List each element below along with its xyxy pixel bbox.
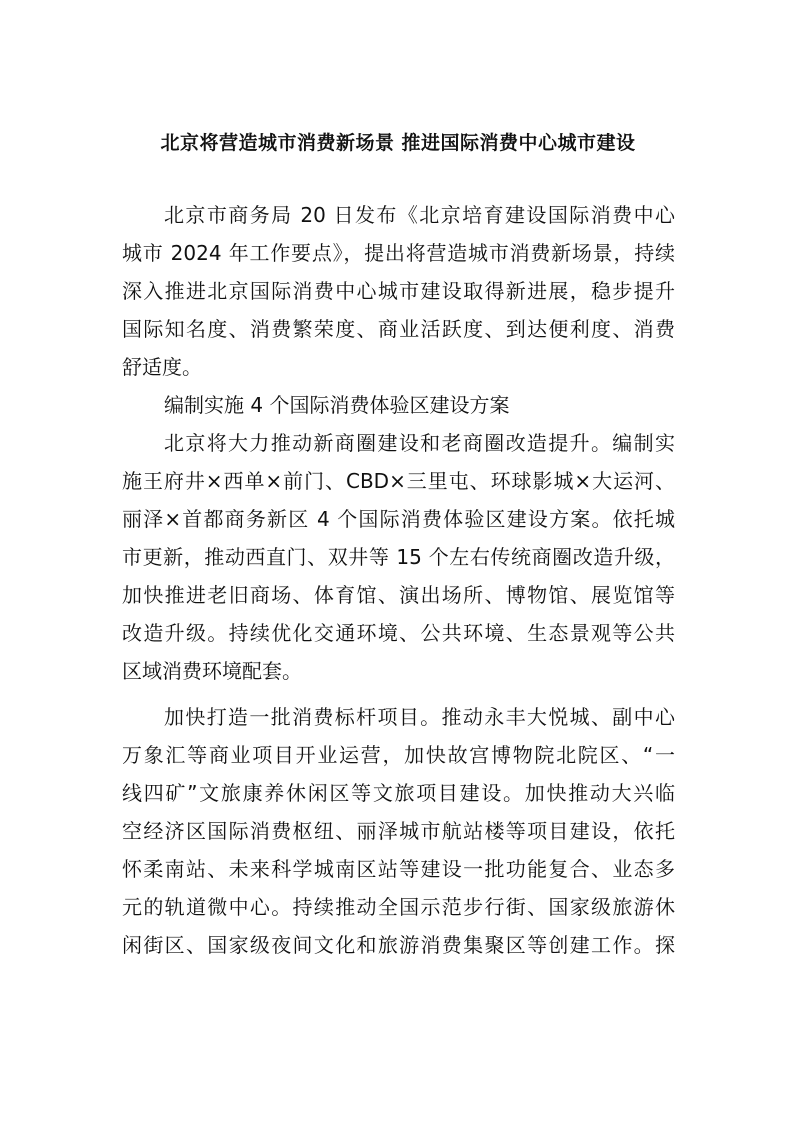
article-body xyxy=(122,196,675,964)
text-line: 线四矿”文旅康养休闲区等文旅项目建设。加快推动大兴临 xyxy=(122,781,675,805)
article-title: 北京将营造城市消费新场景 推进国际消费中心城市建设 xyxy=(160,132,636,154)
text-line: 国际知名度、消费繁荣度、商业活跃度、到达便利度、消费 xyxy=(122,317,675,341)
paragraph-subheading xyxy=(122,386,675,424)
text-line: 怀柔南站、未来科学城南区站等建设一批功能复合、业态多 xyxy=(122,857,675,881)
text-line: 空经济区国际消费枢纽、丽泽城市航站楼等项目建设，依托 xyxy=(122,819,675,843)
text-line: 北京市商务局 20 日发布《北京培育建设国际消费中心 xyxy=(164,203,675,227)
text-line: 深入推进北京国际消费中心城市建设取得新进展，稳步提升 xyxy=(122,279,675,303)
text-line: 万象汇等商业项目开业运营，加快故宫博物院北院区、“一 xyxy=(122,743,675,767)
text-line: 闲街区、国家级夜间文化和旅游消费集聚区等创建工作。探 xyxy=(122,933,675,957)
text-line: 城市 2024 年工作要点》，提出将营造城市消费新场景，持续 xyxy=(122,241,675,265)
section-subheading: 编制实施 4 个国际消费体验区建设方案 xyxy=(164,393,510,417)
text-line: 北京将大力推动新商圈建设和老商圈改造提升。编制实 xyxy=(164,431,675,455)
text-line: 舒适度。 xyxy=(122,355,202,379)
text-line: 施王府井×西单×前门、CBD×三里屯、环球影城×大运河、 xyxy=(122,469,675,493)
paragraph-intro xyxy=(122,196,675,386)
text-line: 区域消费环境配套。 xyxy=(122,659,302,683)
paragraph-spacer xyxy=(122,690,675,698)
text-line: 元的轨道微中心。持续推动全国示范步行街、国家级旅游休 xyxy=(122,895,675,919)
text-line: 丽泽×首都商务新区 4 个国际消费体验区建设方案。依托城 xyxy=(122,507,675,531)
paragraph-benchmark-projects xyxy=(122,698,675,964)
text-line: 市更新，推动西直门、双井等 15 个左右传统商圈改造升级， xyxy=(122,545,675,569)
text-line: 加快推进老旧商场、体育馆、演出场所、博物馆、展览馆等 xyxy=(122,583,675,607)
paragraph-commercial-districts xyxy=(122,424,675,690)
text-line: 改造升级。持续优化交通环境、公共环境、生态景观等公共 xyxy=(122,621,675,645)
text-line: 加快打造一批消费标杆项目。推动永丰大悦城、副中心 xyxy=(164,705,675,729)
